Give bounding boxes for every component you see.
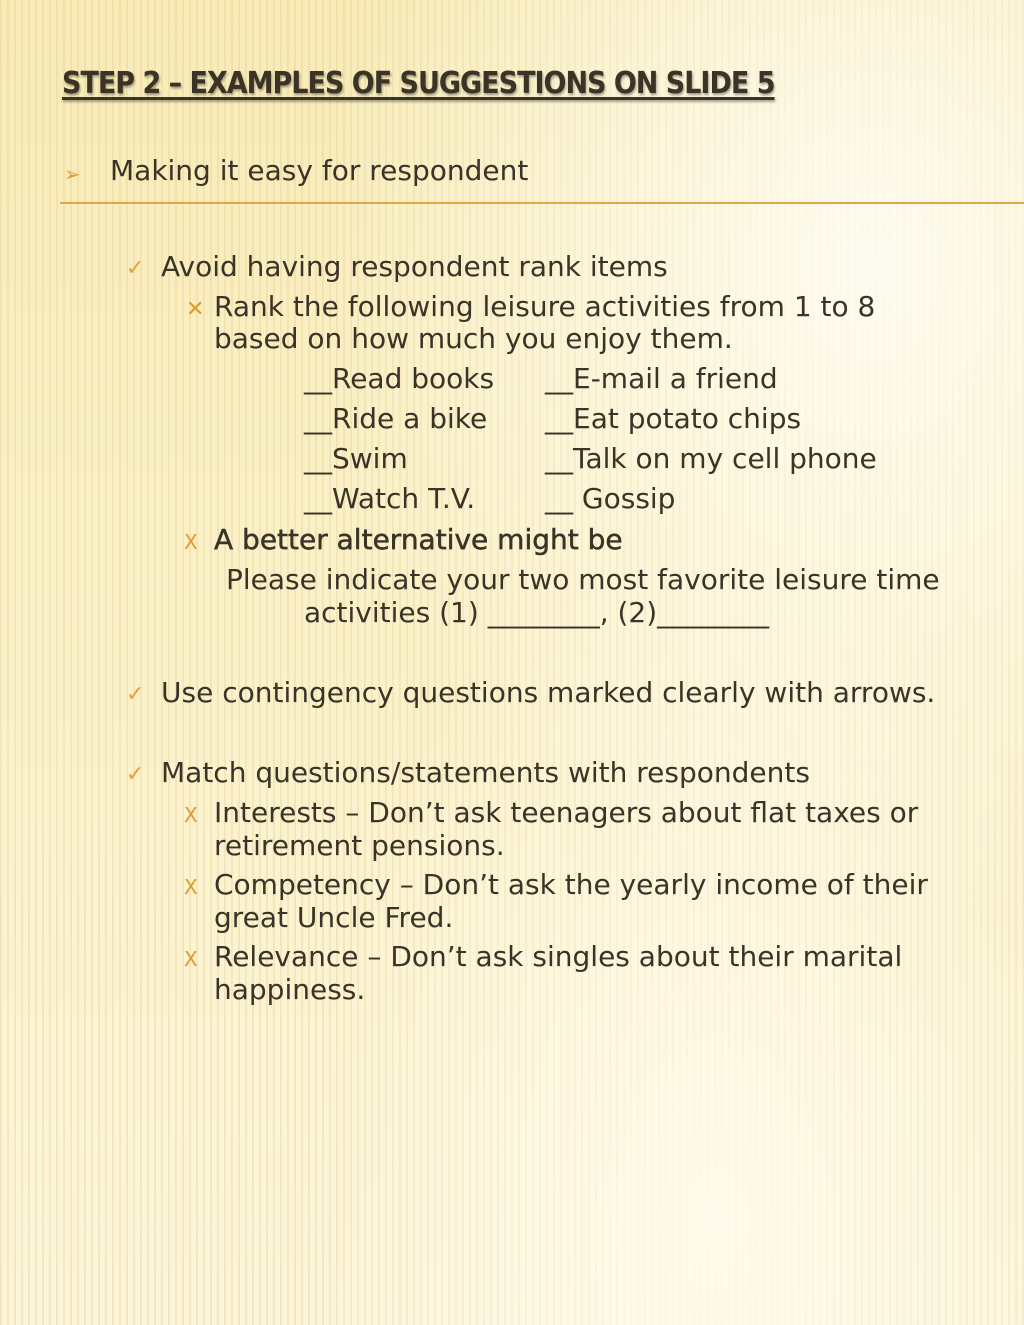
- list-item: Relevance – Don’t ask singles about their marital: [214, 940, 903, 973]
- check-bullet-icon: ✓: [126, 256, 145, 281]
- activity-item: __E-mail a friend: [545, 362, 778, 395]
- slide-title: STEP 2 – EXAMPLES OF SUGGESTIONS ON SLIDE 5: [62, 66, 775, 101]
- activity-item: __Watch T.V.: [304, 482, 476, 515]
- cross-bullet-icon: ✕: [186, 297, 205, 322]
- list-item: happiness.: [214, 973, 366, 1006]
- activity-item: __Ride a bike: [304, 402, 488, 435]
- activity-item: __ Gossip: [545, 482, 676, 515]
- x-bullet-icon: X: [184, 530, 198, 554]
- rank-instruction-line1: Rank the following leisure activities from 1 to 8: [214, 290, 876, 323]
- alternative-label: A better alternative might be: [214, 523, 623, 556]
- activity-item: __Talk on my cell phone: [545, 442, 877, 475]
- alternative-line1: Please indicate your two most favorite leisure time: [226, 563, 940, 596]
- list-item: retirement pensions.: [214, 829, 505, 862]
- x-bullet-icon: X: [184, 947, 198, 971]
- check-bullet-icon: ✓: [126, 762, 145, 787]
- arrow-bullet-icon: ➢: [64, 162, 81, 186]
- rank-instruction-line2: based on how much you enjoy them.: [214, 322, 733, 355]
- list-item: Interests – Don’t ask teenagers about flat taxes or: [214, 796, 919, 829]
- list-item: great Uncle Fred.: [214, 901, 454, 934]
- list-item: Competency – Don’t ask the yearly income of their: [214, 868, 928, 901]
- point2-label: Use contingency questions marked clearly with arrows.: [161, 676, 936, 709]
- section-heading: Making it easy for respondent: [110, 154, 529, 187]
- alternative-line2: activities (1) ________, (2)________: [304, 596, 770, 629]
- point1-label: Avoid having respondent rank items: [161, 250, 668, 283]
- divider-line: [60, 202, 1024, 204]
- activity-item: __Eat potato chips: [545, 402, 802, 435]
- check-bullet-icon: ✓: [126, 682, 145, 707]
- point3-label: Match questions/statements with respondents: [161, 756, 810, 789]
- activity-item: __Read books: [304, 362, 495, 395]
- activity-item: __Swim: [304, 442, 408, 475]
- x-bullet-icon: X: [184, 803, 198, 827]
- x-bullet-icon: X: [184, 875, 198, 899]
